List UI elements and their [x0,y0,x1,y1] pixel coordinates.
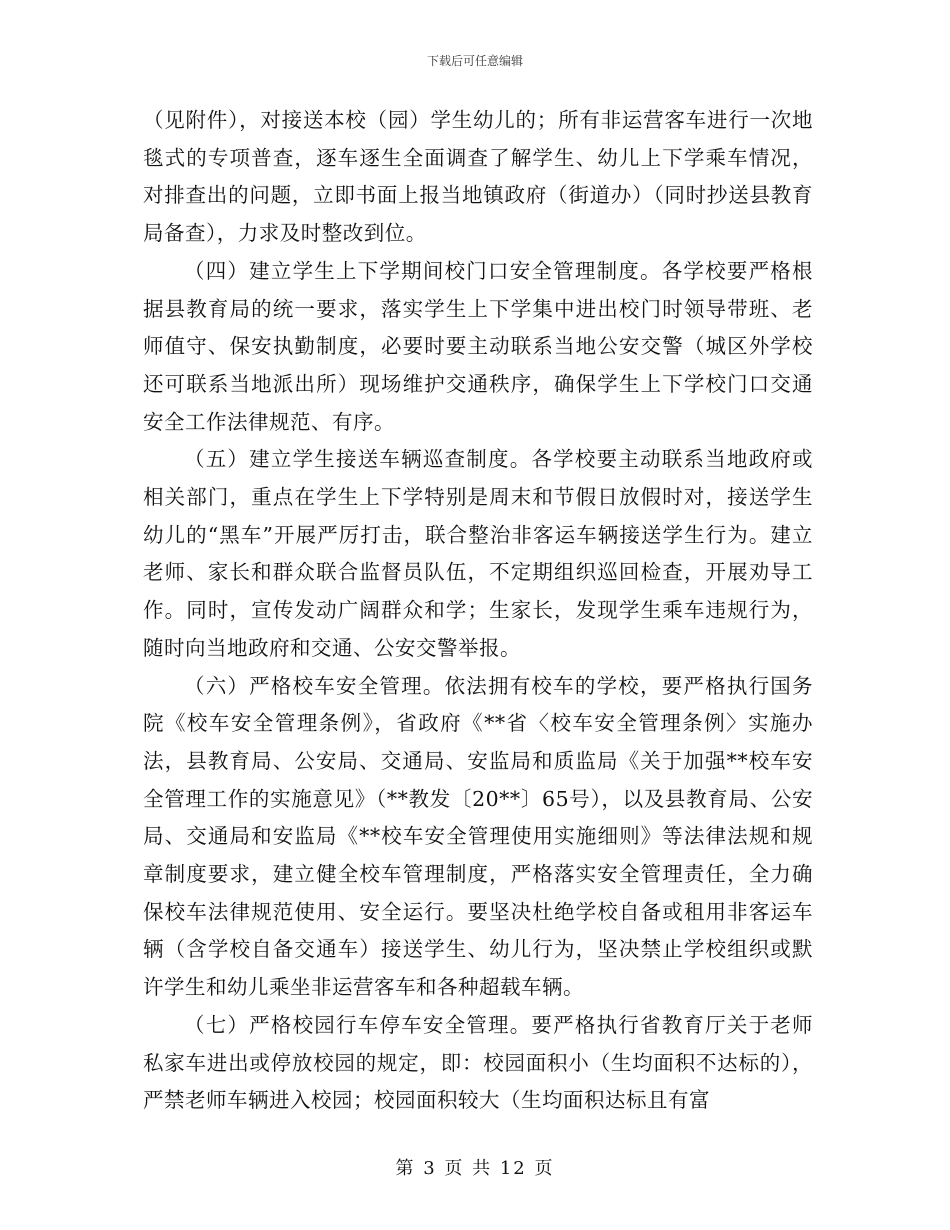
paragraph-continuation: （见附件），对接送本校（园）学生幼儿的；所有非运营客车进行一次地毯式的专项普查，逐车逐生全面调查了解学生、幼儿上下学乘车情况，对排查出的问题，立即书面上报当地镇政府（街道办）（同时抄送县教育局备查），力求及时整改到位。 [143,108,813,246]
document-body [143,102,813,1120]
paragraph-section-4: （四）建立学生上下学期间校门口安全管理制度。各学校要严格根据县教育局的统一要求，落实学生上下学集中进出校门时领导带班、老师值守、保安执勤制度，必要时要主动联系当地公安交警（城区外学校还可联系当地派出所）现场维护交通秩序，确保学生上下学校门口交通安全工作法律规范、有序。 [143,258,813,434]
paragraph-section-5: （五）建立学生接送车辆巡查制度。各学校要主动联系当地政府或相关部门，重点在学生上下学特别是周末和节假日放假时对，接送学生幼儿的“黑车”开展严厉打击，联合整治非客运车辆接送学生行为。建立老师、家长和群众联合监督员队伍，不定期组织巡回检查，开展劝导工作。同时，宣传发动广阔群众和学；生家长，发现学生乘车违规行为，随时向当地政府和交通、公安交警举报。 [143,447,813,660]
paragraph-section-7: （七）严格校园行车停车安全管理。要严格执行省教育厅关于老师私家车进出或停放校园的规定，即：校园面积小（生均面积不达标的），严禁老师车辆进入校园；校园面积较大（生均面积达标且有富 [143,1012,813,1113]
paragraph-section-6: （六）严格校车安全管理。依法拥有校车的学校，要严格执行国务院《校车安全管理条例》，省政府《**省〈校车安全管理条例〉实施办法，县教育局、公安局、交通局、安监局和质监局《关于加强**校车安全管理工作的实施意见》（**教发〔20**〕65号），以及县教育局、公安局、交通局和安监局《**校车安全管理使用实施细则》等法律法规和规章制度要求，建立健全校车管理制度，严格落实安全管理责任，全力确保校车法律规范使用、安全运行。要坚决杜绝学校自备或租用非客运车辆（含学校自备交通车）接送学生、幼儿行为，坚决禁止学校组织或默许学生和幼儿乘坐非运营客车和各种超载车辆。 [143,673,813,1000]
page-header: 下载后可任意编辑 [426,54,523,68]
page-footer: 第 3 页 共 12 页 [395,1158,555,1179]
